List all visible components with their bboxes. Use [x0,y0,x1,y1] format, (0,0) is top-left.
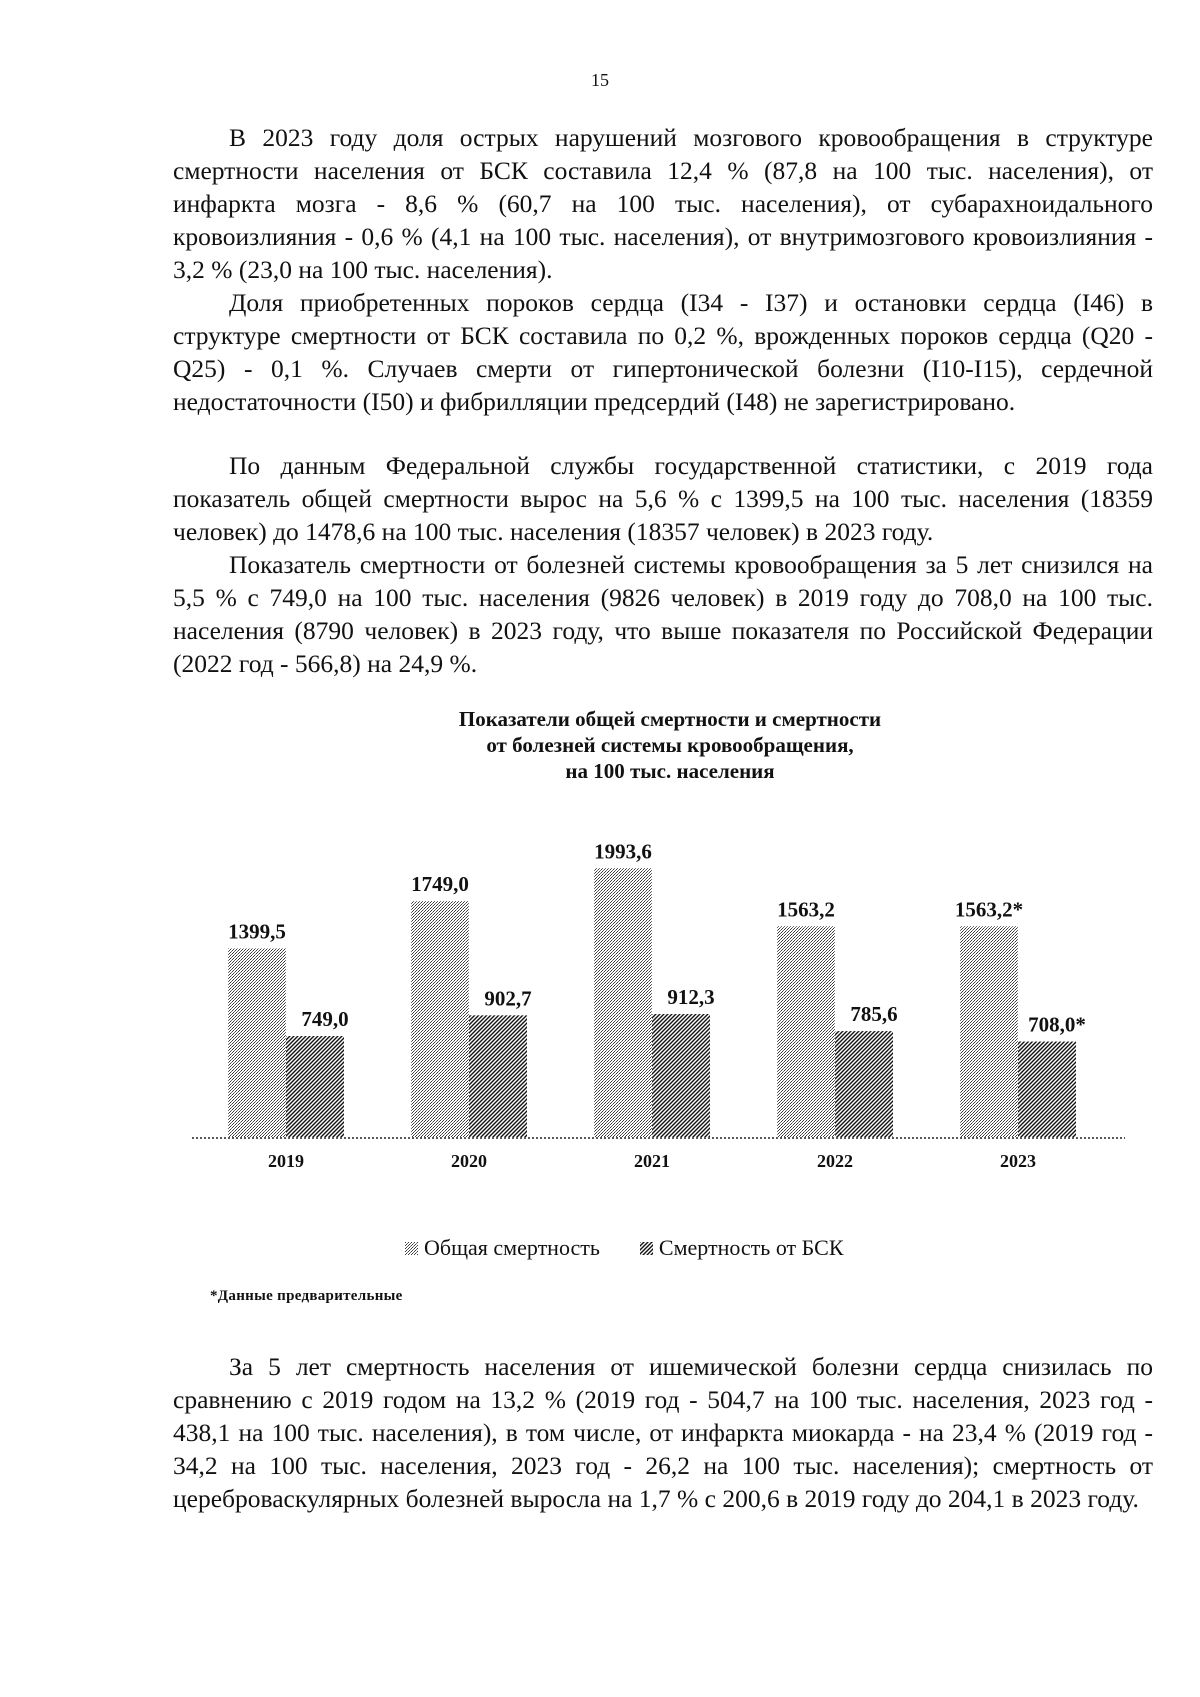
data-label-total-2021: 1993,6 [594,839,652,864]
x-tick-label-2019: 2019 [268,1151,304,1171]
data-label-bsk-2022: 785,6 [850,1002,898,1027]
bar-total-2019 [228,948,286,1137]
bar-bsk-2020 [469,1015,527,1137]
page-number: 15 [591,70,609,90]
legend-swatch-bsk [640,1242,653,1255]
chart-title [0,706,1200,784]
chart-title-line-2: от болезней системы кровообращения, [486,733,854,757]
paragraph-stroke-stats: В 2023 году доля острых нарушений мозгового кровообращения в структуре смертности населения от БСК составила 12,4 % (87,8 на 100 тыс. населения), от инфаркта мозга - 8,6 % (60,7 на 100 тыс. населения), от субарахноидального кровоизлияния - 0,6 % (4,1 на 100 тыс. населения), от внутримозгового кровоизлияния - 3,2 % (23,0 на 100 тыс. населения). [173,123,1153,284]
data-label-total-2023: 1563,2* [954,897,1024,922]
bar-bsk-2019 [286,1036,344,1137]
legend-label-bsk: Смертность от БСК [658,1235,844,1260]
chart-title-line-3: на 100 тыс. населения [565,759,775,783]
bar-bsk-2023 [1018,1042,1076,1137]
data-label-total-2019: 1399,5 [228,919,286,944]
x-tick-label-2022: 2022 [817,1151,853,1171]
data-label-bsk-2023: 708,0* [1028,1012,1086,1037]
paragraph-total-mortality: По данным Федеральной службы государственной статистики, с 2019 года показатель общей смертности вырос на 5,6 % с 1399,5 на 100 тыс. населения (18359 человек) до 1478,6 на 100 тыс. населения (18357 человек) в 2023 году. [173,451,1153,546]
paragraph-ihd-mortality: За 5 лет смертность населения от ишемической болезни сердца снизилась по сравнению с 2019 годом на 13,2 % (2019 год - 504,7 на 100 тыс. населения, 2023 год - 438,1 на 100 тыс. населения), в том числе, от инфаркта миокарда - на 23,4 % (2019 год - 34,2 на 100 тыс. населения, 2023 год - 26,2 на 100 тыс. населения); смертность от цереброваскулярных болезней выросла на 1,7 % с 200,6 в 2019 году до 204,1 в 2023 году. [173,1352,1153,1513]
data-label-total-2022: 1563,2 [777,897,835,922]
x-tick-label-2023: 2023 [1000,1151,1036,1171]
bar-total-2023 [960,926,1018,1137]
data-label-bsk-2019: 749,0 [301,1007,349,1032]
data-label-bsk-2021: 912,3 [667,985,715,1010]
bar-bsk-2021 [652,1014,710,1137]
x-tick-label-2020: 2020 [451,1151,487,1171]
legend-swatch-total [405,1242,418,1255]
bar-total-2022 [777,926,835,1137]
mortality-bar-chart [190,800,1150,1200]
legend-item-total [405,1235,600,1261]
chart-footnote: *Данные предварительные [210,1288,403,1304]
data-label-bsk-2020: 902,7 [484,986,532,1011]
legend-item-bsk [640,1235,844,1261]
chart-legend [405,1235,945,1261]
bar-total-2020 [411,901,469,1137]
paragraph-heart-defects: Доля приобретенных пороков сердца (I34 - I37) и остановки сердца (I46) в структуре смертности от БСК составила по 0,2 %, врожденных пороков сердца (Q20 - Q25) - 0,1 %. Случаев смерти от гипертонической болезни (I10-I15), сердечной недостаточности (I50) и фибрилляции предсердий (I48) не зарегистрировано. [173,288,1153,416]
legend-label-total: Общая смертность [424,1235,600,1260]
bar-total-2021 [594,868,652,1137]
bar-bsk-2022 [835,1031,893,1137]
paragraph-bsk-mortality: Показатель смертности от болезней системы кровообращения за 5 лет снизился на 5,5 % с 749,0 на 100 тыс. населения (9826 человек) в 2019 году до 708,0 на 100 тыс. населения (8790 человек) в 2023 году, что выше показателя по Российской Федерации (2022 год - 566,8) на 24,9 %. [173,550,1153,678]
x-tick-label-2021: 2021 [634,1151,670,1171]
data-label-total-2020: 1749,0 [411,872,469,897]
chart-title-line-1: Показатели общей смертности и смертности [458,707,882,731]
